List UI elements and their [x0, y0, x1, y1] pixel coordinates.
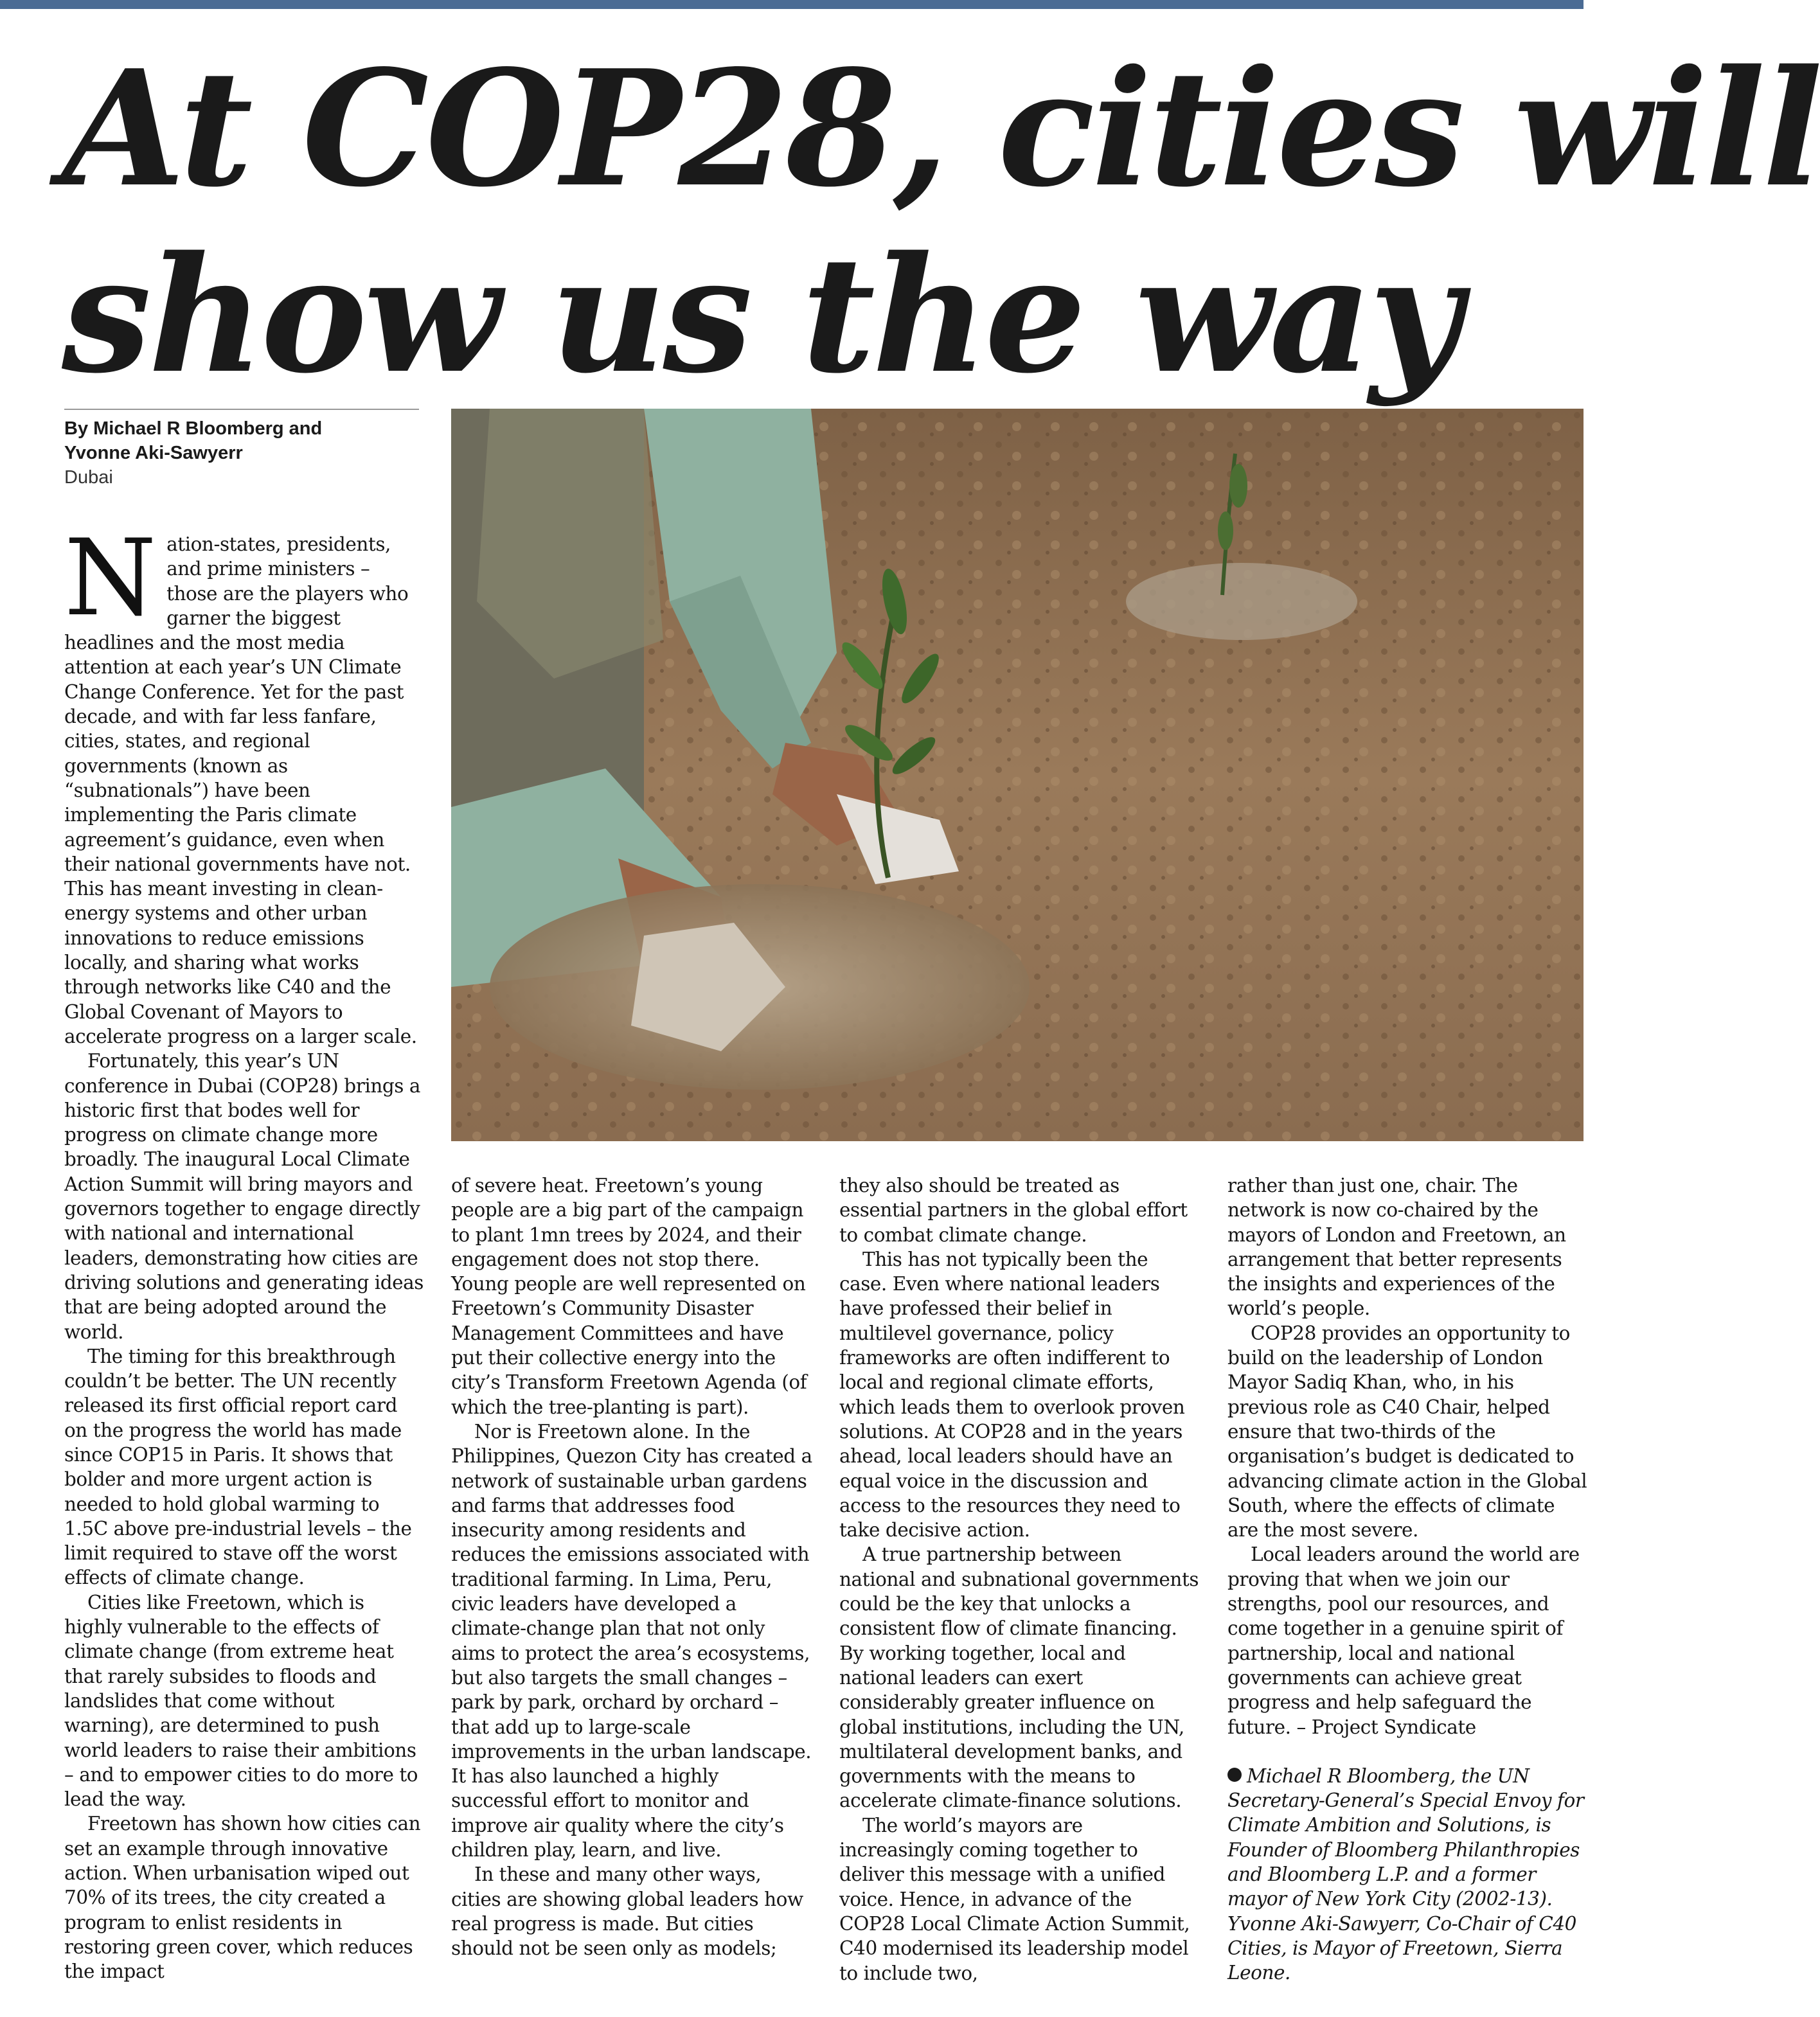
article-column-1 — [64, 517, 425, 2009]
article-paragraph: Nation-states, presidents, and prime ministers – those are the players who garner the biggest headlines and the most media attention at each year’s UN Climate Change Conference. Yet for the past decade, and with far less fanfare, cities, states, and regional governments (known as “subnationals”) have been implementing the Paris climate agreement’s guidance, even when their national governments have not. This has meant investing in clean-energy systems and other urban innovations to reduce emissions locally, and sharing what works through networks like C40 and the Global Covenant of Mayors to accelerate progress on a larger scale. — [64, 517, 417, 1047]
headline — [62, 35, 1820, 409]
photo-illustration — [451, 409, 1584, 1141]
article-paragraph: In these and many other ways, cities are showing global leaders how real progress is made. But cities should not be seen only as models; — [451, 1863, 803, 1960]
article-paragraph: A true partnership between national and subnational governments could be the key that unlocks a consistent flow of climate financing. By working together, local and national leaders can exert considerably greater influence on global institutions, including the UN, multilateral development banks, and governments with the means to accelerate climate-finance solutions. — [839, 1543, 1199, 1812]
byline-authors-1: By Michael R Bloomberg and — [64, 418, 323, 439]
drop-cap: N — [64, 517, 157, 639]
top-color-bar — [0, 0, 1584, 9]
article-paragraph: The timing for this breakthrough couldn’t be better. The UN recently released its first official report card on the progress the world has made since COP15 in Paris. It shows that bolder and more urgent action is needed to hold global warming to 1.5C above pre-industrial levels – the limit required to stave off the worst effects of climate change. — [64, 1345, 412, 1589]
article-paragraph: The world’s mayors are increasingly coming together to deliver this message with a unified voice. Hence, in advance of the COP28 Local Climate Action Summit, C40 modernised its leadership model to include two, — [839, 1814, 1190, 1984]
article-paragraph: Fortunately, this year’s UN conference in Dubai (COP28) brings a historic first that bodes well for progress on climate change more broadly. The inaugural Local Climate Action Summit will bring mayors and governors together to engage directly with national and international leaders, demonstrating how cities are driving solutions and generating ideas that are being adopted around the world. — [64, 1050, 424, 1343]
byline — [64, 416, 424, 490]
author-bio-text: Michael R Bloomberg, the UN Secretary-General’s Special Envoy for Climate Ambition and Solutions, is Founder of Bloomberg Philanthropies and Bloomberg L.P. and a former mayor of New York City (2002-13). Yvonne Aki-Sawyerr, Co-Chair of C40 Cities, is Mayor of Freetown, Sierra Leone. — [1227, 1764, 1584, 1984]
article-paragraph: Nor is Freetown alone. In the Philippines, Quezon City has created a network of sustainable urban gardens and farms that addresses food insecurity among residents and reduces the emissions associated with traditional farming. In Lima, Peru, civic leaders have developed a climate-change plan that not only aims to protect the area’s ecosystems, but also targets the small changes – park by park, orchard by orchard – that add up to large-scale improvements in the urban landscape. It has also launched a highly successful effort to monitor and improve air quality where the city’s children play, learn, and live. — [451, 1420, 812, 1862]
article-paragraph: of severe heat. Freetown’s young people are a big part of the campaign to plant 1mn trees by 2024, and their engagement does not stop there. Young people are well represented on Freetown’s Community Disaster Management Committees and have put their collective energy into the city’s Transform Freetown Agenda (of which the tree-planting is part). — [451, 1175, 807, 1418]
bullet-icon — [1227, 1768, 1242, 1782]
byline-divider — [64, 409, 419, 410]
article-column-4 — [1227, 1173, 1589, 2009]
article-paragraph: Freetown has shown how cities can set an example through innovative action. When urbanisation wiped out 70% of its trees, the city created a program to enlist residents in restoring green cover, which reduces the impact — [64, 1813, 421, 1983]
article-paragraph: they also should be treated as essential partners in the global effort to combat climate change. — [839, 1175, 1188, 1246]
article-paragraph: Cities like Freetown, which is highly vulnerable to the effects of climate change (from extreme heat that rarely subsides to floods and landslides that come without warning), are determined to push world leaders to raise their ambitions – and to empower cities to do more to lead the way. — [64, 1591, 418, 1811]
article-column-2 — [451, 1173, 812, 2009]
article-paragraph: COP28 provides an opportunity to build on the leadership of London Mayor Sadiq Khan, who, in his previous role as C40 Chair, helped ensure that two-thirds of the organisation’s budget is dedicated to advancing climate action in the Global South, where the effects of climate are the most severe. — [1227, 1322, 1587, 1542]
article-paragraph: Local leaders around the world are proving that when we join our strengths, pool our resources, and come together in a genuine spirit of partnership, local and national governments can achieve great progress and help safeguard the future. – Project Syndicate — [1227, 1543, 1580, 1738]
article-column-3 — [839, 1173, 1200, 2009]
article-paragraph: This has not typically been the case. Even where national leaders have professed their belief in multilevel governance, policy frameworks are often indifferent to local and regional climate efforts, which leads them to overlook proven solutions. At COP28 and in the years ahead, local leaders should have an equal voice in the discussion and access to the resources they need to take decisive action. — [839, 1248, 1185, 1542]
planting-seedling-photo — [451, 409, 1584, 1141]
byline-authors-2: Yvonne Aki-Sawyerr — [64, 443, 243, 463]
headline-line-2: show us the way — [62, 222, 1459, 409]
byline-dateline: Dubai — [64, 467, 113, 488]
headline-line-1: At COP28, cities will — [62, 35, 1820, 222]
article-paragraph: rather than just one, chair. The network is now co-chaired by the mayors of London and Freetown, an arrangement that better represents the insights and experiences of the world’s people. — [1227, 1175, 1566, 1320]
author-bio — [1227, 1764, 1589, 1986]
